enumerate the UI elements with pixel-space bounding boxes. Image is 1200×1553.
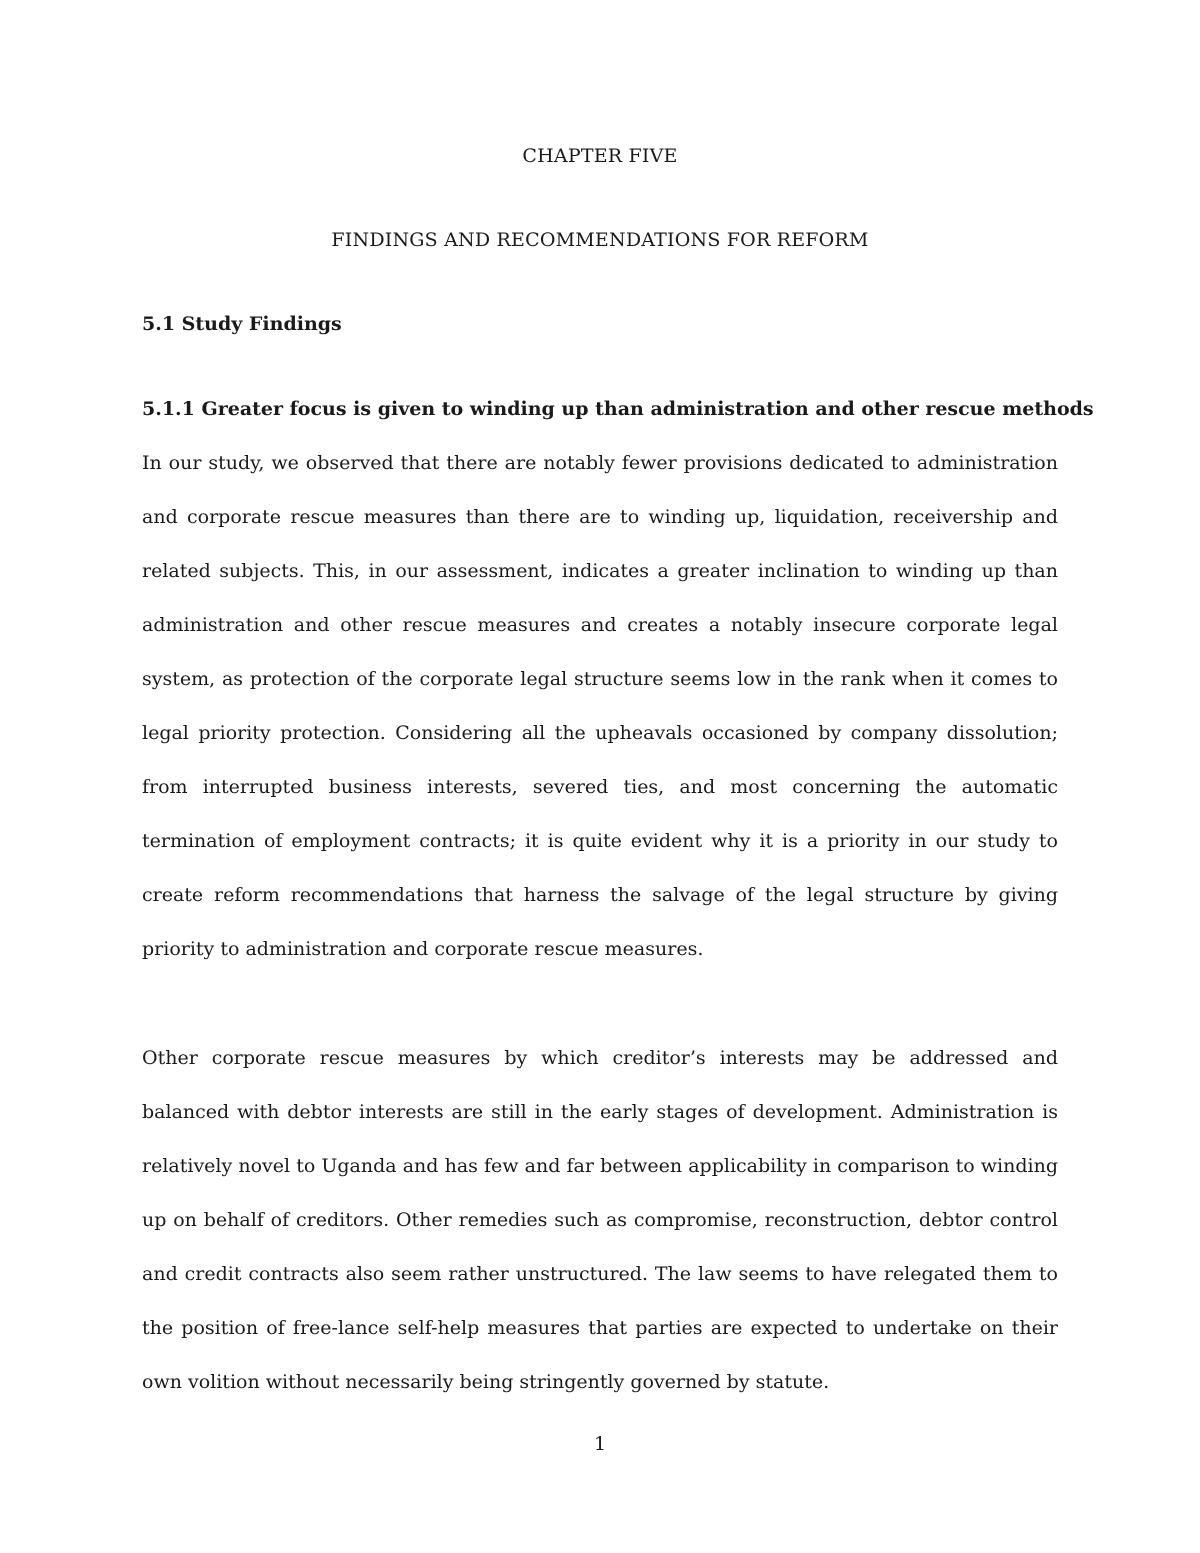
body-paragraph: In our study, we observed that there are notably fewer provisions dedicated to administration and corporate rescue measures than there are to winding up, liquidation, receivership and related subjects. This, in our assessment, indicates a greater inclination to winding up than administration and other rescue measures and creates a notably insecure corporate legal system, as protection of the corporate legal structure seems low in the rank when it comes to legal priority protection. Considering all the upheavals occasioned by company dissolution; from interrupted business interests, severed ties, and most concerning the automatic termination of employment contracts; it is quite evident why it is a priority in our study to create reform recommendations that harness the salvage of the legal structure by giving priority to administration and corporate rescue measures. xyxy=(142,452,1058,960)
section-heading: 5.1 Study Findings xyxy=(142,313,342,335)
subsection-heading: 5.1.1 Greater focus is given to winding up than administration and other rescue methods xyxy=(142,398,1094,420)
chapter-title: CHAPTER FIVE xyxy=(522,145,678,167)
chapter-subtitle: FINDINGS AND RECOMMENDATIONS FOR REFORM xyxy=(331,229,869,251)
page-number: 1 xyxy=(593,1433,607,1455)
body-paragraph: Other corporate rescue measures by which creditor’s interests may be addressed and balanced with debtor interests are still in the early stages of development. Administration is relatively novel to Uganda and has few and far between applicability in comparison to winding up on behalf of creditors. Other remedies such as compromise, reconstruction, debtor control and credit contracts also seem rather unstructured. The law seems to have relegated them to the position of free-lance self-help measures that parties are expected to undertake on their own volition without necessarily being stringently governed by statute. xyxy=(142,1047,1058,1393)
